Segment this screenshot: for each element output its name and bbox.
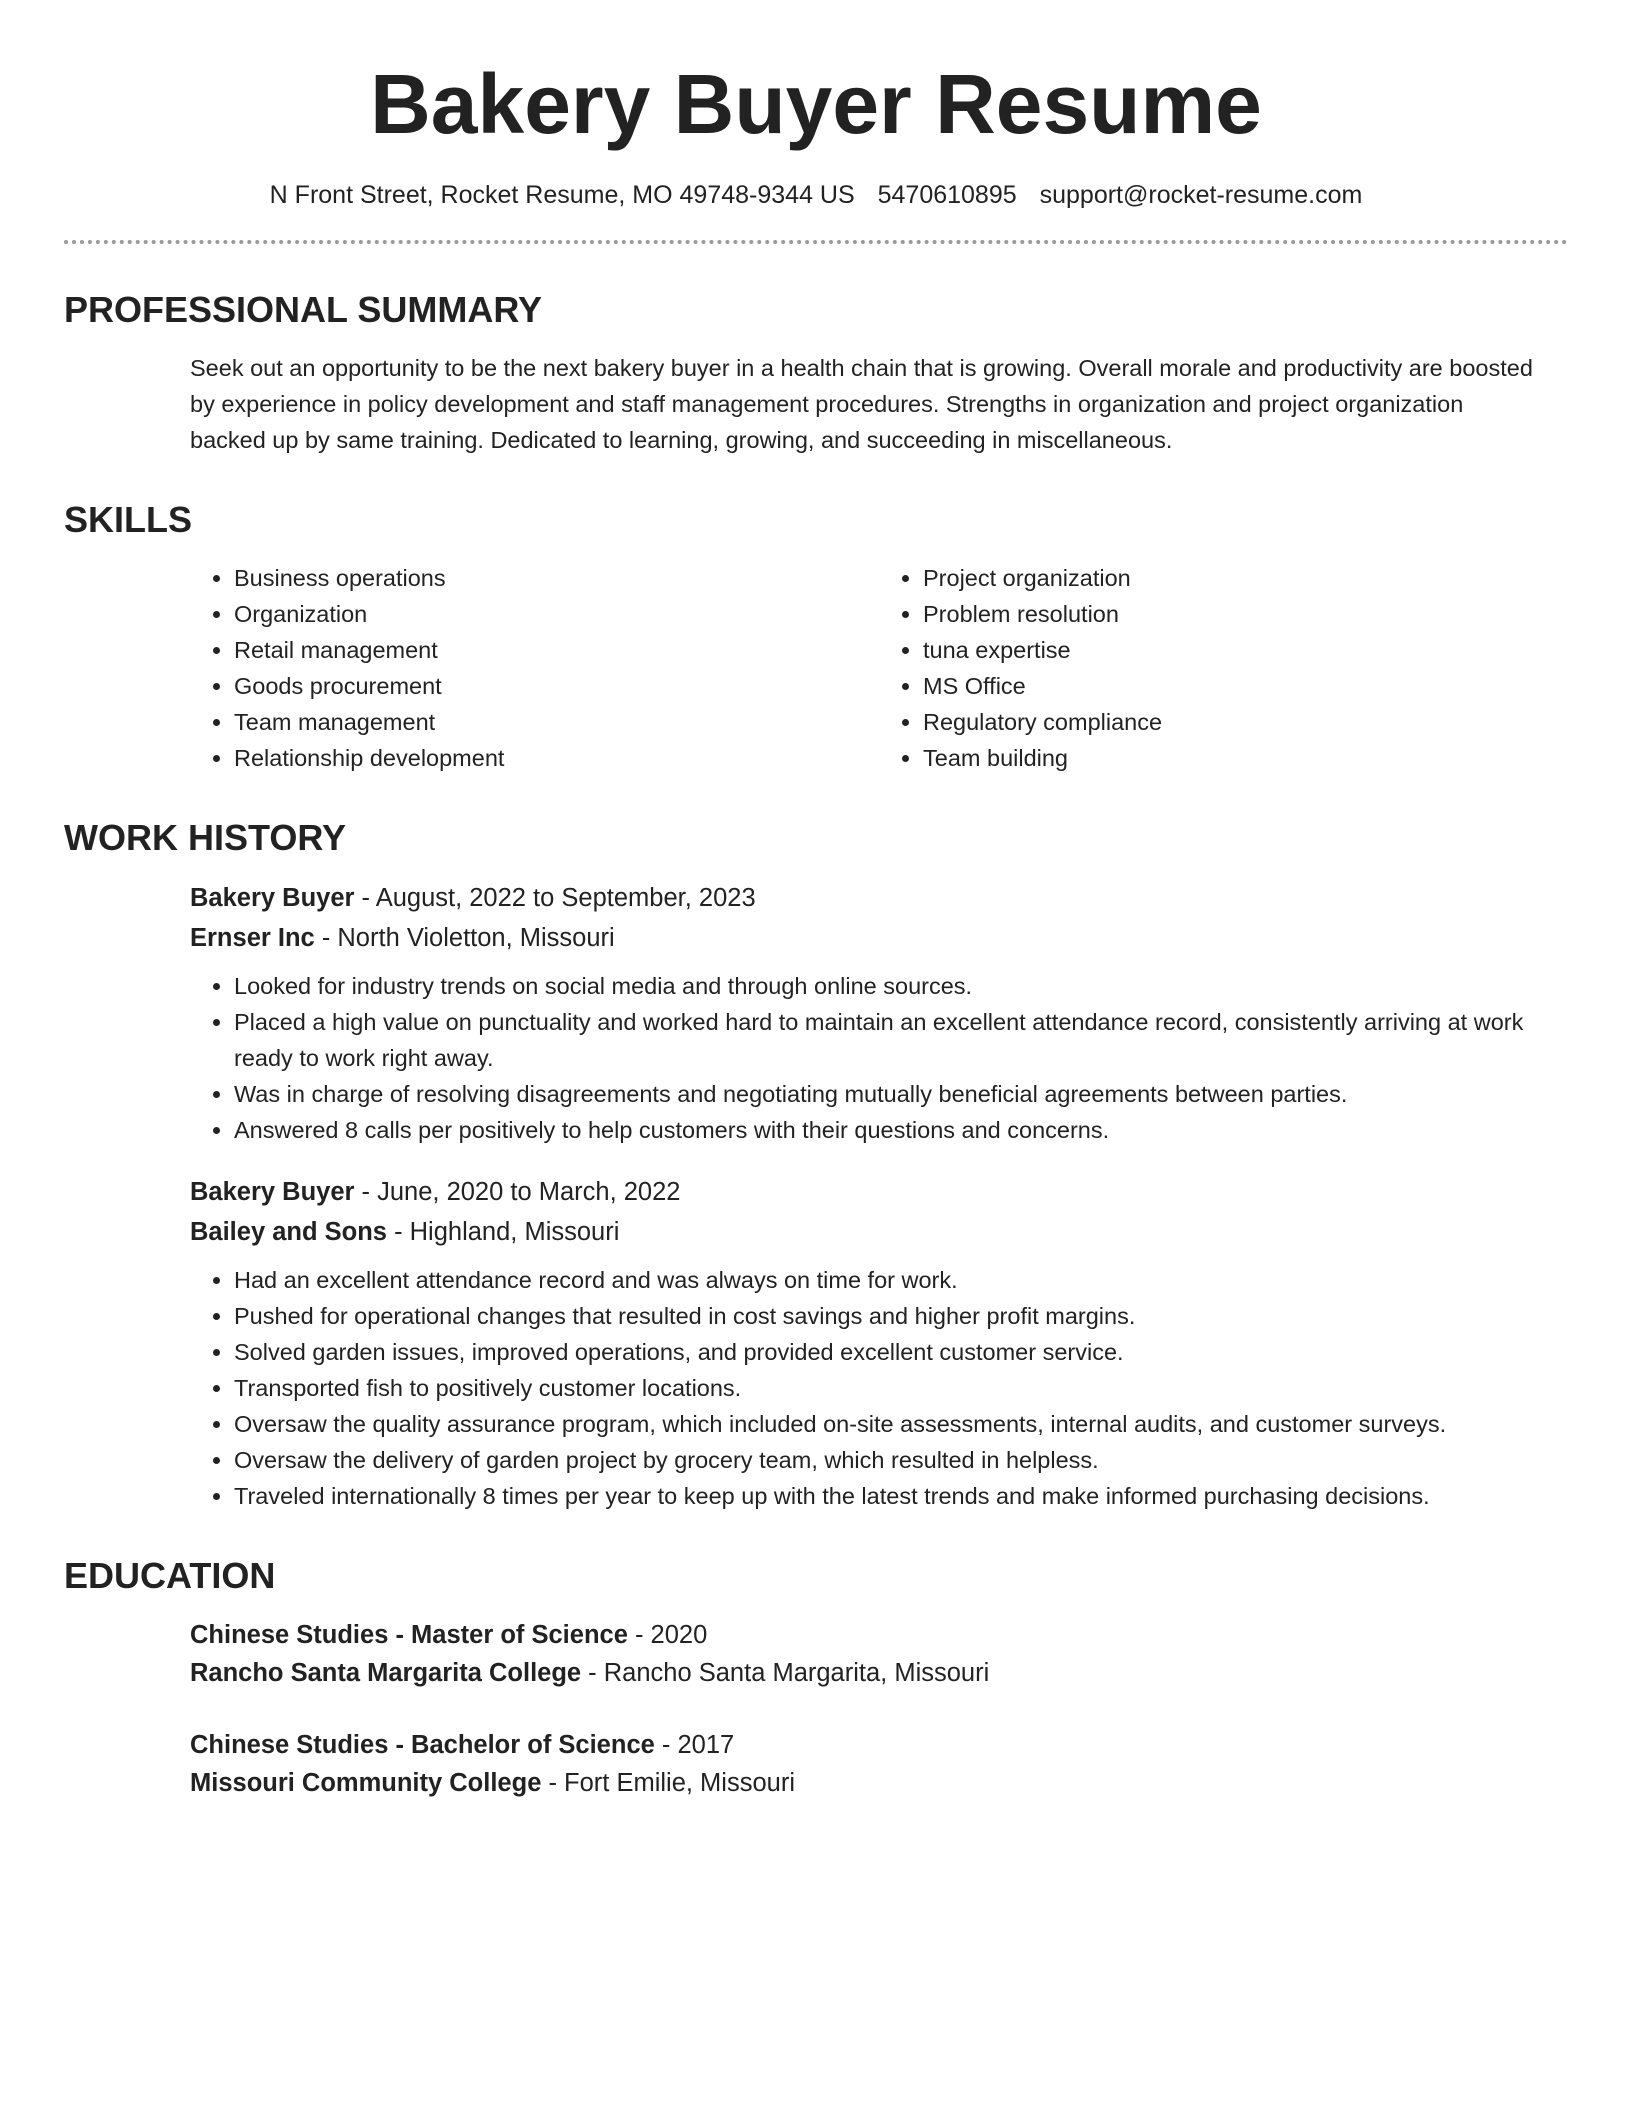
contact-address: N Front Street, Rocket Resume, MO 49748-9344 US xyxy=(269,181,855,209)
education-year: - 2020 xyxy=(627,1621,708,1649)
education-school-line xyxy=(190,1654,1568,1692)
resume-title: Bakery Buyer Resume xyxy=(370,57,1262,151)
job-entry xyxy=(190,878,1568,1148)
job-location: - North Violetton, Missouri xyxy=(314,924,615,952)
header-divider xyxy=(64,240,1568,244)
job-bullet: • Oversaw the delivery of garden project by grocery team, which resulted in helpless. xyxy=(234,1442,1568,1478)
job-role: Bakery Buyer xyxy=(190,884,355,912)
skill-item: • Organization xyxy=(234,596,879,632)
skills-list-right xyxy=(879,560,1568,776)
job-role: Bakery Buyer xyxy=(190,1178,355,1206)
job-bullets xyxy=(190,1262,1568,1514)
skill-item: • Team building xyxy=(923,740,1568,776)
contact-phone: 5470610895 xyxy=(877,181,1017,209)
skill-item: • tuna expertise xyxy=(923,632,1568,668)
skill-item: • Regulatory compliance xyxy=(923,704,1568,740)
education-degree: Chinese Studies - Master of Science xyxy=(190,1621,628,1649)
job-bullet: • Was in charge of resolving disagreements and negotiating mutually beneficial agreements between parties. xyxy=(234,1076,1568,1112)
job-bullet: • Pushed for operational changes that resulted in cost savings and higher profit margins. xyxy=(234,1298,1568,1334)
job-role-line xyxy=(190,878,1568,918)
summary-text: Seek out an opportunity to be the next bakery buyer in a health chain that is growing. Overall morale and productivity are boosted by experience in policy development and staff management procedures. Strengths in organization and project organization backed up by same training. Dedicated to learning, growing, and succeeding in miscellaneous. xyxy=(190,355,1533,453)
job-entry xyxy=(190,1172,1568,1514)
education-location: - Fort Emilie, Missouri xyxy=(541,1769,795,1797)
job-bullet: • Transported fish to positively customer locations. xyxy=(234,1370,1568,1406)
job-company-line xyxy=(190,1212,1568,1252)
job-bullet: • Looked for industry trends on social media and through online sources. xyxy=(234,968,1568,1004)
job-bullet: • Traveled internationally 8 times per year to keep up with the latest trends and make informed purchasing decisions. xyxy=(234,1478,1568,1514)
job-location: - Highland, Missouri xyxy=(386,1218,620,1246)
education-entry xyxy=(190,1726,1568,1802)
job-bullet: • Solved garden issues, improved operations, and provided excellent customer service. xyxy=(234,1334,1568,1370)
skills-heading: SKILLS xyxy=(64,499,193,540)
job-dates: - June, 2020 to March, 2022 xyxy=(354,1178,681,1206)
contact-line xyxy=(64,178,1568,212)
education-school-line xyxy=(190,1764,1568,1802)
job-dates: - August, 2022 to September, 2023 xyxy=(354,884,756,912)
resume-header xyxy=(64,0,1568,212)
education-school: Rancho Santa Margarita College xyxy=(190,1659,582,1687)
contact-email: support@rocket-resume.com xyxy=(1039,181,1363,209)
education-year: - 2017 xyxy=(654,1731,735,1759)
skill-item: • Problem resolution xyxy=(923,596,1568,632)
job-company: Ernser Inc xyxy=(190,924,315,952)
work-history-section xyxy=(64,816,1568,1514)
education-heading: EDUCATION xyxy=(64,1555,276,1596)
education-degree: Chinese Studies - Bachelor of Science xyxy=(190,1731,655,1759)
skill-item: • Team management xyxy=(234,704,879,740)
job-bullet: • Answered 8 calls per positively to help customers with their questions and concerns. xyxy=(234,1112,1568,1148)
skills-list-left xyxy=(190,560,879,776)
job-bullets xyxy=(190,968,1568,1148)
education-section xyxy=(64,1554,1568,1802)
skills-section xyxy=(64,498,1568,776)
education-location: - Rancho Santa Margarita, Missouri xyxy=(581,1659,990,1687)
skill-item: • Retail management xyxy=(234,632,879,668)
education-entry xyxy=(190,1616,1568,1692)
job-company-line xyxy=(190,918,1568,958)
skill-item: • MS Office xyxy=(923,668,1568,704)
skill-item: • Project organization xyxy=(923,560,1568,596)
job-bullet: • Placed a high value on punctuality and worked hard to maintain an excellent attendance record, consistently arriving at work ready to work right away. xyxy=(234,1004,1568,1076)
skill-item: • Business operations xyxy=(234,560,879,596)
job-company: Bailey and Sons xyxy=(190,1218,387,1246)
job-role-line xyxy=(190,1172,1568,1212)
skill-item: • Relationship development xyxy=(234,740,879,776)
work-history-heading: WORK HISTORY xyxy=(64,817,347,858)
summary-section xyxy=(64,288,1568,458)
job-bullet: • Oversaw the quality assurance program, which included on-site assessments, internal audits, and customer surveys. xyxy=(234,1406,1568,1442)
education-degree-line xyxy=(190,1616,1568,1654)
education-degree-line xyxy=(190,1726,1568,1764)
education-school: Missouri Community College xyxy=(190,1769,542,1797)
job-bullet: • Had an excellent attendance record and was always on time for work. xyxy=(234,1262,1568,1298)
summary-heading: PROFESSIONAL SUMMARY xyxy=(64,289,543,330)
skill-item: • Goods procurement xyxy=(234,668,879,704)
